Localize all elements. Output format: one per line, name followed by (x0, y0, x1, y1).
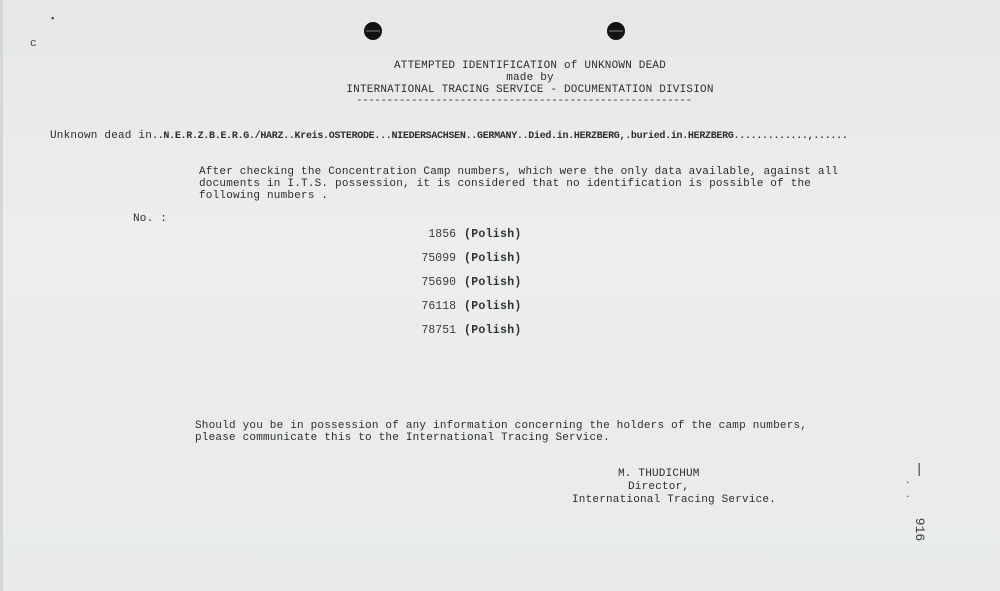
camp-nationality: (Polish) (464, 324, 522, 337)
header-underline: ------------------------------------------------------- (356, 95, 692, 107)
camp-number: 78751 (421, 324, 456, 337)
unknown-dead-line (50, 130, 848, 142)
header-title: ATTEMPTED IDENTIFICATION of UNKNOWN DEAD (393, 60, 667, 72)
camp-nationality: (Polish) (464, 228, 522, 241)
unknown-dead-location: ..N.E.R.Z.B.E.R.G./HARZ..Kreis.OSTERODE...NIEDERSACHSEN..GERMANY..Died.in.HERZBERG,.buried.in.HERZBERG.............,...... (152, 131, 848, 142)
header-made-by: made by (506, 72, 554, 84)
camp-nationality: (Polish) (464, 300, 522, 313)
signature-organization: International Tracing Service. (572, 494, 777, 506)
signature-name: M. THUDICHUM (618, 468, 700, 480)
margin-tick: | (915, 462, 924, 478)
body-line-3: following numbers . (199, 190, 329, 202)
margin-mark: c (30, 38, 37, 50)
camp-number-row (418, 300, 522, 313)
punch-hole-left (364, 22, 382, 40)
body-line-2: documents in I.T.S. possession, it is considered that no identification is possible of the (199, 178, 812, 190)
camp-number-row (418, 324, 522, 337)
camp-number-row (418, 228, 522, 241)
margin-dot: · (905, 492, 911, 502)
numbers-label: No. : (133, 213, 168, 225)
margin-page-stamp: 916 (912, 517, 928, 542)
camp-number-row (418, 276, 522, 289)
punch-hole-right (607, 22, 625, 40)
corner-mark: ▪ (50, 14, 56, 24)
page-edge (0, 0, 3, 591)
signature-title: Director, (628, 481, 690, 493)
body-line-1: After checking the Concentration Camp numbers, which were the only data available, against all (199, 166, 839, 178)
margin-dot: · (905, 478, 911, 488)
closing-line-1: Should you be in possession of any information concerning the holders of the camp numbers, (195, 420, 808, 432)
camp-nationality: (Polish) (464, 252, 522, 265)
camp-number: 75099 (421, 252, 456, 265)
closing-line-2: please communicate this to the International Tracing Service. (195, 432, 610, 444)
camp-nationality: (Polish) (464, 276, 522, 289)
camp-number: 1856 (428, 228, 456, 241)
unknown-dead-label: Unknown dead in (50, 130, 153, 142)
camp-number: 76118 (421, 300, 456, 313)
header-organization: INTERNATIONAL TRACING SERVICE - DOCUMENTATION DIVISION (346, 84, 714, 96)
camp-number: 75690 (421, 276, 456, 289)
camp-number-row (418, 252, 522, 265)
